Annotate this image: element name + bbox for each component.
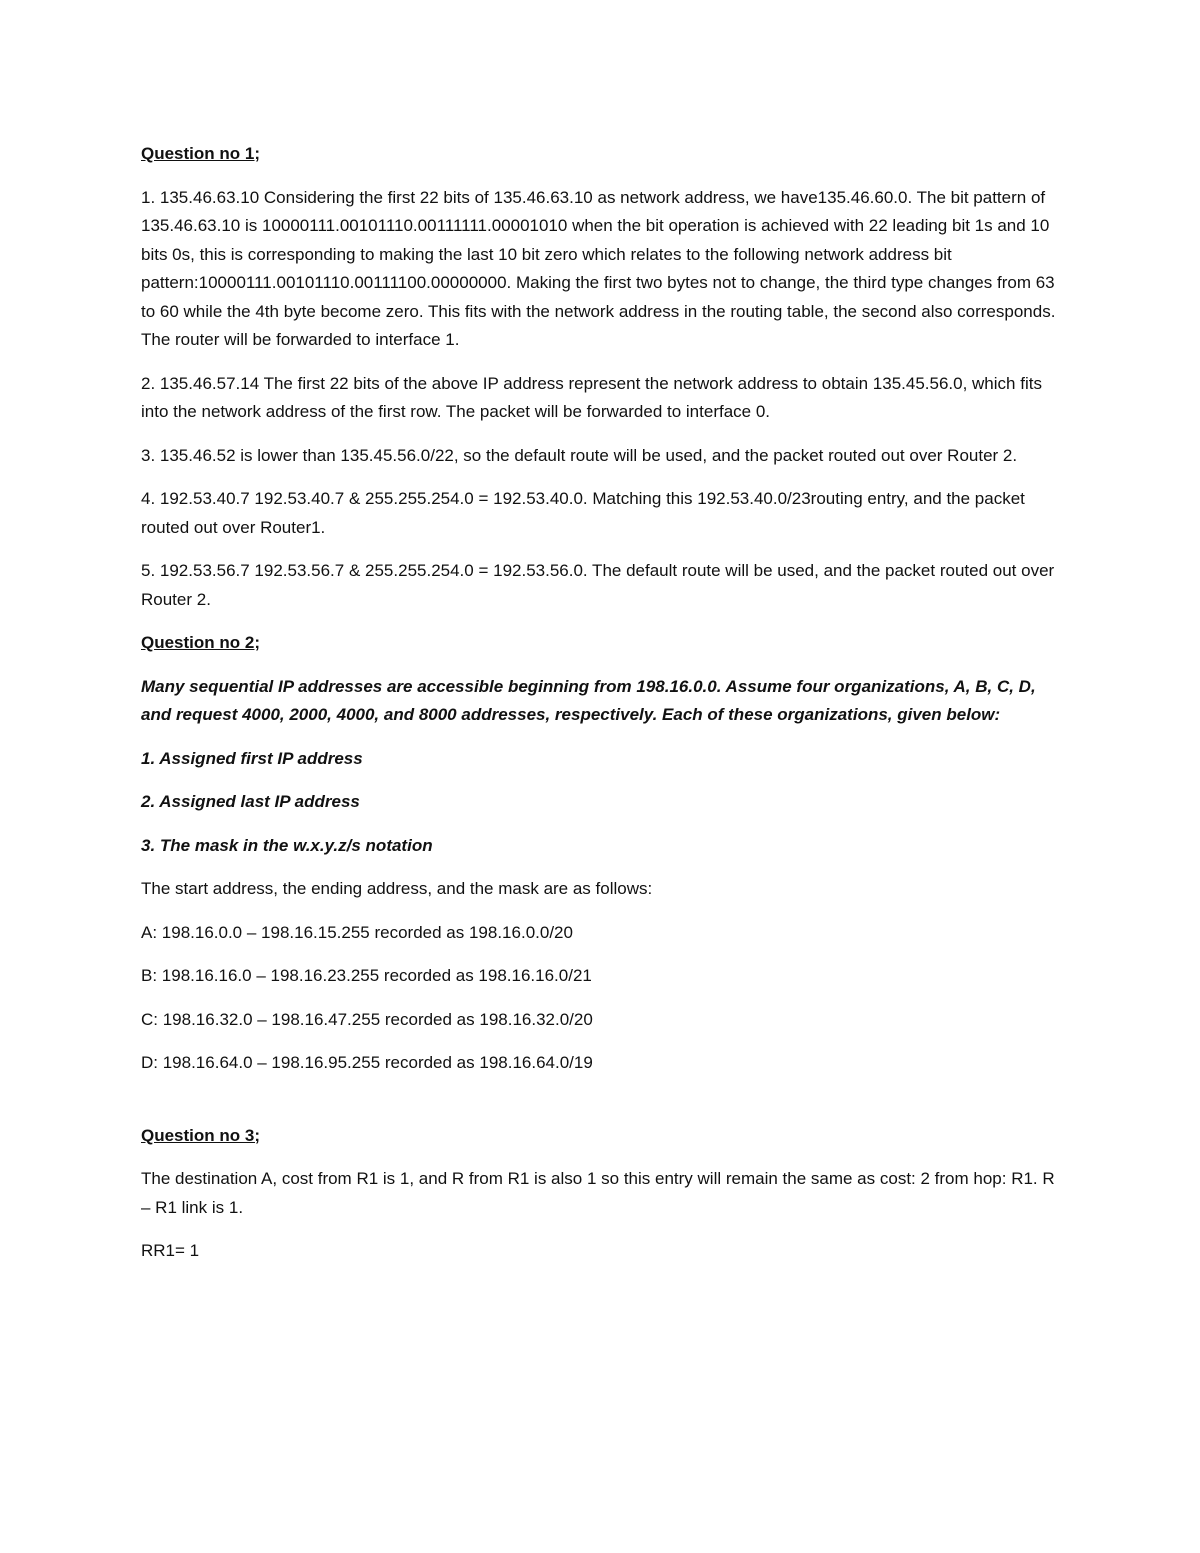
q1-answer-5: 5. 192.53.56.7 192.53.56.7 & 255.255.254.0 = 192.53.56.0. The default route will be used, and the packet routed out over Router 2. [141,561,1055,609]
q2-row-c: C: 198.16.32.0 – 198.16.47.255 recorded as 198.16.32.0/20 [141,1009,593,1029]
q2-prompt: Many sequential IP addresses are accessible beginning from 198.16.0.0. Assume four organizations, A, B, C, D, and request 4000, 2000, 4000, and 8000 addresses, respectively. Each of these organizations, given below: [141,676,1036,724]
q1-answer-4: 4. 192.53.40.7 192.53.40.7 & 255.255.254.0 = 192.53.40.0. Matching this 192.53.40.0/23routing entry, and the packet routed out over Router1. [141,489,1025,537]
document-page [141,140,1061,1281]
q2-row-a: A: 198.16.0.0 – 198.16.15.255 recorded as 198.16.0.0/20 [141,922,573,942]
q3-formula: RR1= 1 [141,1241,200,1260]
q2-task-1: 1. Assigned first IP address [141,748,363,768]
question-2-heading: Question no 2; [141,633,260,652]
q2-row-d: D: 198.16.64.0 – 198.16.95.255 recorded as 198.16.64.0/19 [141,1053,593,1072]
q2-row-b: B: 198.16.16.0 – 198.16.23.255 recorded as 198.16.16.0/21 [141,966,592,985]
blank-line [141,1093,1061,1122]
q1-answer-2: 2. 135.46.57.14 The first 22 bits of the above IP address represent the network address to obtain 135.45.56.0, which fits into the network address of the first row. The packet will be forwarded to interface 0. [141,373,1042,421]
q1-answer-1: 1. 135.46.63.10 Considering the first 22 bits of 135.46.63.10 as network address, we have135.46.60.0. The bit pattern of 135.46.63.10 is 10000111.00101110.00111111.00001010 when the bit operation is achieved with 22 leading bit 1s and 10 bits 0s, this is corresponding to making the last 10 bit zero which relates to the following network address bit pattern:10000111.00101110.00111100.00000000. Making the first two bytes not to change, the third type changes from 63 to 60 while the 4th byte become zero. This fits with the network address in the routing table, the second also corresponds. The router will be forwarded to interface 1. [141,187,1056,349]
q3-body: The destination A, cost from R1 is 1, and R from R1 is also 1 so this entry will remain the same as cost: 2 from hop: R1. R – R1 link is 1. [141,1169,1055,1217]
q2-task-3: 3. The mask in the w.x.y.z/s notation [141,835,433,855]
q1-answer-3: 3. 135.46.52 is lower than 135.45.56.0/22, so the default route will be used, and the packet routed out over Router 2. [141,445,1018,465]
q2-intro: The start address, the ending address, and the mask are as follows: [141,879,653,898]
q2-task-2: 2. Assigned last IP address [141,792,360,811]
question-1-heading: Question no 1; [141,144,260,163]
question-3-heading: Question no 3; [141,1125,260,1145]
